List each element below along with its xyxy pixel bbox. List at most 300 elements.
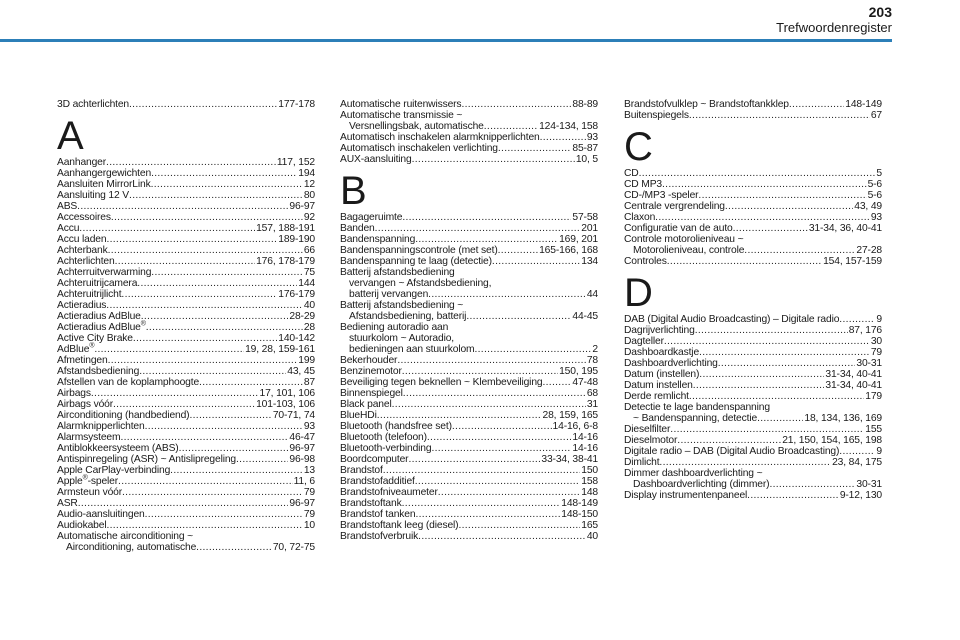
index-entry (340, 476, 598, 487)
dot-leader (106, 520, 302, 531)
entry-pages: 101-103, 106 (256, 399, 315, 410)
entry-term (340, 443, 431, 454)
entry-term (57, 377, 199, 388)
index-entry (624, 380, 882, 391)
dot-leader (179, 443, 289, 454)
entry-pages: 31-34, 36, 40-41 (808, 223, 882, 234)
entry-pages: 40 (586, 531, 598, 542)
trademark-mark: ® (89, 342, 95, 350)
index-entry (57, 168, 315, 179)
entry-term-text: Automatisch inschakelen verlichting (340, 143, 498, 154)
entry-term (57, 487, 122, 498)
section-letter: A (57, 114, 84, 158)
dot-leader (129, 190, 303, 201)
index-entry (57, 201, 315, 212)
entry-term-text: Brandstofverbruik (340, 531, 419, 542)
entry-term-text: Brandstofadditief (340, 476, 415, 487)
entry-term-text: Apple CarPlay-verbinding (57, 465, 171, 476)
dot-leader (458, 520, 580, 531)
dot-leader (415, 234, 558, 245)
index-entry (57, 498, 315, 509)
dot-leader (145, 421, 303, 432)
entry-pages: 31-34, 40-41 (825, 369, 882, 380)
entry-pages: 165 (581, 520, 598, 531)
dot-leader (662, 179, 867, 190)
header-rule (0, 39, 892, 42)
dot-leader (108, 245, 303, 256)
entry-term (349, 344, 474, 355)
entry-term-text: Dashboardkastje (624, 347, 700, 358)
dot-leader (146, 322, 303, 333)
index-entry (624, 358, 882, 369)
entry-term (57, 278, 137, 289)
entry-term-text: Dieselfilter (624, 424, 671, 435)
dot-leader (498, 245, 539, 256)
index-entry (340, 256, 598, 267)
index-entry (57, 344, 315, 355)
index-entry (624, 347, 882, 358)
entry-term-text: Aansluiten MirrorLink (57, 179, 151, 190)
entry-term (340, 143, 498, 154)
entry-pages: 44-45 (572, 311, 598, 322)
dot-leader (664, 336, 870, 347)
dot-leader (474, 344, 591, 355)
dot-leader (757, 413, 803, 424)
entry-term-text: bedieningen aan stuurkolom (349, 344, 475, 355)
index-entry (57, 399, 315, 410)
entry-pages: 79 (870, 347, 882, 358)
index-entry (57, 388, 315, 399)
index-entry (57, 454, 315, 465)
entry-term (57, 454, 236, 465)
index-entry (624, 424, 882, 435)
entry-term (57, 223, 79, 234)
index-entry (57, 245, 315, 256)
entry-term-text: Accu laden (57, 234, 107, 245)
dot-leader (498, 143, 572, 154)
index-entry (57, 311, 315, 322)
index-entry (57, 487, 315, 498)
entry-pages: 30-31 (856, 358, 882, 369)
entry-term-text: Bandenspanningscontrole (met set) (340, 245, 498, 256)
index-entry-line: Bediening autoradio aan (340, 322, 449, 333)
entry-term-suffix: -speler (87, 476, 119, 487)
index-entry (624, 336, 882, 347)
entry-pages: 117, 152 (276, 157, 315, 168)
index-entry (57, 509, 315, 520)
entry-term-text: Binnenspiegel (340, 388, 403, 399)
entry-term (340, 245, 498, 256)
index-entry (57, 410, 315, 421)
entry-term (633, 413, 757, 424)
entry-term-text: Buitenspiegels (624, 110, 689, 121)
entry-term (340, 154, 412, 165)
section-letter: D (624, 271, 653, 315)
dot-leader (120, 432, 288, 443)
dot-leader (461, 99, 571, 110)
index-entry (624, 99, 882, 110)
dot-leader (747, 490, 839, 501)
page-number: 203 (868, 4, 892, 20)
entry-term (624, 99, 789, 110)
entry-term-text: Brandstoftank (340, 498, 402, 509)
entry-term (340, 509, 415, 520)
entry-term-text: Aanhanger (57, 157, 107, 168)
entry-term-text: Versnellingsbak, automatische (349, 121, 484, 132)
index-entry (57, 443, 315, 454)
entry-term (57, 245, 108, 256)
entry-term (624, 314, 839, 325)
entry-term-text: Aansluiting 12 V (57, 190, 130, 201)
index-entry (624, 168, 882, 179)
entry-term (340, 234, 415, 245)
dot-leader (189, 410, 271, 421)
index-entry (624, 325, 882, 336)
dot-leader (428, 289, 586, 300)
entry-term (340, 366, 402, 377)
entry-term (624, 347, 699, 358)
dot-leader (79, 223, 255, 234)
dot-leader (412, 154, 575, 165)
entry-term-text: Aanhangergewichten (57, 168, 152, 179)
entry-term (624, 424, 670, 435)
index-column-3 (624, 99, 882, 501)
index-entry (340, 410, 598, 421)
entry-term-text: CD MP3 (624, 179, 663, 190)
index-entry (624, 256, 882, 267)
entry-pages: 87, 176 (848, 325, 882, 336)
index-entry (340, 465, 598, 476)
entry-pages: 5-6 (867, 179, 882, 190)
index-entry (57, 476, 315, 487)
index-entry (340, 212, 598, 223)
entry-pages: 144 (298, 278, 315, 289)
index-entry (624, 201, 882, 212)
entry-pages: 31-34, 40-41 (825, 380, 882, 391)
entry-pages: 14-16, 6-8 (552, 421, 598, 432)
entry-term-text: ABS (57, 201, 78, 212)
entry-pages: 43, 45 (287, 366, 315, 377)
entry-term (624, 212, 655, 223)
entry-term-text: Derde remlicht (624, 391, 689, 402)
dot-leader (540, 132, 586, 143)
entry-term (624, 446, 839, 457)
entry-term (624, 179, 662, 190)
entry-pages: 124-134, 158 (539, 121, 598, 132)
dot-leader (655, 212, 870, 223)
dot-leader (689, 110, 870, 121)
entry-pages: 165-166, 168 (539, 245, 598, 256)
index-entry (624, 110, 882, 121)
index-entry (624, 413, 882, 424)
entry-term (624, 325, 695, 336)
dot-leader (415, 509, 560, 520)
dot-leader (111, 212, 303, 223)
index-entry (57, 333, 315, 344)
entry-term (340, 476, 415, 487)
dot-leader (699, 369, 824, 380)
index-entry (624, 190, 882, 201)
page-title: Trefwoordenregister (776, 20, 892, 35)
entry-term-text: Automatische ruitenwissers (340, 99, 462, 110)
entry-pages: 18, 134, 136, 169 (804, 413, 882, 424)
index-entry (340, 234, 598, 245)
index-entry (340, 132, 598, 143)
entry-term-text: Datum instellen (624, 380, 693, 391)
entry-term-text: Afstandsbediening (57, 366, 140, 377)
entry-term-text: Antispinregeling (ASR) ~ Antislipregeling (57, 454, 237, 465)
index-entry (624, 314, 882, 325)
entry-term (340, 421, 452, 432)
entry-term (624, 490, 747, 501)
entry-term (57, 443, 179, 454)
entry-term (57, 432, 120, 443)
dot-leader (118, 476, 293, 487)
dot-leader (151, 168, 297, 179)
dot-leader (106, 300, 303, 311)
entry-term (57, 168, 151, 179)
entry-term (340, 377, 542, 388)
dot-leader (744, 245, 855, 256)
entry-term-text: Airconditioning, automatische (66, 542, 197, 553)
dot-leader (170, 465, 303, 476)
entry-pages: 2 (592, 344, 598, 355)
entry-term-text: BlueHDi (340, 410, 377, 421)
dot-leader (122, 487, 303, 498)
dot-leader (839, 446, 875, 457)
entry-term (340, 520, 458, 531)
entry-term (57, 410, 189, 421)
section-letter: B (340, 169, 367, 213)
entry-term-text: Active City Brake (57, 333, 133, 344)
entry-term (66, 542, 196, 553)
dot-leader (78, 498, 289, 509)
entry-term (633, 479, 769, 490)
entry-pages: 33-34, 38-41 (541, 454, 598, 465)
entry-pages: 169, 201 (559, 234, 598, 245)
entry-pages: 148-150 (561, 509, 598, 520)
entry-term-text: ~ Bandenspanning, detectie (633, 413, 758, 424)
entry-pages: 9-12, 130 (839, 490, 882, 501)
dot-leader (718, 358, 856, 369)
entry-pages: 199 (298, 355, 315, 366)
index-entry (340, 245, 598, 256)
entry-term-text: Brandstofniveaumeter (340, 487, 438, 498)
entry-term-text: Dashboardverlichting (624, 358, 718, 369)
entry-pages: 14-16 (572, 443, 598, 454)
dot-leader (121, 289, 277, 300)
entry-pages: 5-6 (867, 190, 882, 201)
entry-pages: 12 (303, 179, 315, 190)
dot-leader (375, 223, 581, 234)
entry-term-text: Bluetooth (telefoon) (340, 432, 427, 443)
trademark-mark: ® (82, 474, 88, 482)
entry-pages: 14-16 (572, 432, 598, 443)
entry-term (340, 498, 402, 509)
index-entry (340, 388, 598, 399)
dot-leader (677, 435, 781, 446)
entry-term (340, 531, 418, 542)
entry-pages: 28-29 (289, 311, 315, 322)
entry-pages: 70, 72-75 (272, 542, 315, 553)
entry-term-text: Actieradius AdBlue (57, 311, 141, 322)
index-entry (624, 479, 882, 490)
entry-term-text: Afstellen van de koplamphoogte (57, 377, 200, 388)
dot-leader (137, 278, 297, 289)
dot-leader (199, 377, 303, 388)
index-entry (340, 366, 598, 377)
index-entry-line: Detectie te lage bandenspanning (624, 402, 770, 413)
index-entry (624, 179, 882, 190)
dot-leader (408, 454, 540, 465)
entry-term (624, 380, 693, 391)
index-entry (340, 432, 598, 443)
entry-term-text: Brandstoftank leeg (diesel) (340, 520, 459, 531)
index-entry (624, 446, 882, 457)
index-entry-line: Controle motorolieniveau ~ (624, 234, 744, 245)
entry-pages: 93 (586, 132, 598, 143)
dot-leader (383, 465, 581, 476)
index-entry (340, 487, 598, 498)
entry-pages: 44 (586, 289, 598, 300)
entry-term-text: Achteruitrijcamera (57, 278, 138, 289)
entry-term (340, 410, 377, 421)
entry-term-text: Boordcomputer (340, 454, 409, 465)
entry-term-text: Digitale radio – DAB (Digital Audio Broadcasting) (624, 446, 840, 457)
entry-term-text: Airconditioning (handbediend) (57, 410, 190, 421)
index-entry (624, 369, 882, 380)
entry-term (624, 110, 689, 121)
entry-term (57, 465, 170, 476)
dot-leader (415, 476, 581, 487)
entry-pages: 19, 28, 159-161 (245, 344, 315, 355)
dot-leader (115, 256, 256, 267)
entry-pages: 9 (876, 446, 882, 457)
entry-term (624, 457, 659, 468)
index-entry (340, 121, 598, 132)
index-entry (57, 542, 315, 553)
index-entry (57, 300, 315, 311)
entry-pages: 194 (298, 168, 315, 179)
entry-term-text: Brandstof tanken (340, 509, 416, 520)
index-entry (57, 355, 315, 366)
index-entry (624, 490, 882, 501)
dot-leader (106, 234, 277, 245)
dot-leader (789, 99, 844, 110)
entry-term (624, 201, 725, 212)
entry-pages: 10, 5 (575, 154, 598, 165)
entry-term (57, 99, 129, 110)
entry-term (340, 487, 438, 498)
index-entry (57, 520, 315, 531)
index-entry-line: stuurkolom ~ Autoradio, (349, 333, 455, 344)
entry-term (624, 223, 733, 234)
dot-leader (693, 380, 825, 391)
dot-leader (427, 432, 572, 443)
entry-pages: 28 (303, 322, 315, 333)
entry-term-text: CD (624, 168, 639, 179)
entry-term (57, 157, 106, 168)
entry-pages: 155 (865, 424, 882, 435)
entry-pages: 40 (303, 300, 315, 311)
entry-term (57, 190, 129, 201)
entry-term (349, 289, 428, 300)
index-entry (624, 457, 882, 468)
entry-pages: 189-190 (278, 234, 315, 245)
entry-pages: 176-179 (278, 289, 315, 300)
entry-term (624, 369, 699, 380)
index-entry (340, 223, 598, 234)
dot-leader (151, 267, 303, 278)
index-entry (57, 366, 315, 377)
dot-leader (133, 333, 277, 344)
entry-pages: 23, 84, 175 (832, 457, 882, 468)
entry-term (624, 168, 639, 179)
entry-pages: 148-149 (845, 99, 882, 110)
entry-term-text: AUX-aansluiting (340, 154, 412, 165)
entry-term (57, 520, 106, 531)
entry-pages: 96-97 (289, 443, 315, 454)
entry-term (57, 399, 113, 410)
entry-term (57, 366, 139, 377)
entry-pages: 28, 159, 165 (542, 410, 598, 421)
dot-leader (452, 421, 552, 432)
entry-term (340, 465, 383, 476)
entry-term-text: Banden (340, 223, 375, 234)
entry-term (624, 391, 689, 402)
entry-pages: 176, 178-179 (256, 256, 315, 267)
entry-pages: 13 (303, 465, 315, 476)
dot-leader (145, 509, 303, 520)
entry-pages: 96-97 (289, 498, 315, 509)
entry-pages: 80 (303, 190, 315, 201)
entry-term (340, 399, 392, 410)
entry-pages: 21, 150, 154, 165, 198 (782, 435, 882, 446)
index-entry (57, 267, 315, 278)
entry-term-text: Alarmknipperlichten (57, 421, 145, 432)
entry-pages: 140-142 (278, 333, 315, 344)
entry-term-text: Actieradius (57, 300, 107, 311)
entry-term-text: Actieradius AdBlue (57, 322, 141, 333)
entry-term-text: Dagteller (624, 336, 664, 347)
entry-term-text: Black panel (340, 399, 392, 410)
dot-leader (670, 424, 864, 435)
index-entry (57, 322, 315, 333)
entry-term-text: Bluetooth-verbinding (340, 443, 432, 454)
index-entry (340, 355, 598, 366)
entry-term (340, 132, 540, 143)
entry-term (340, 256, 492, 267)
entry-term (624, 435, 677, 446)
index-entry (57, 421, 315, 432)
dot-leader (77, 201, 288, 212)
dot-leader (108, 355, 298, 366)
dot-leader (402, 498, 561, 509)
entry-pages: 148 (581, 487, 598, 498)
entry-pages: 154, 157-159 (823, 256, 882, 267)
entry-term-text: Airbags (57, 388, 91, 399)
entry-term-text: Dieselmotor (624, 435, 678, 446)
entry-term (57, 267, 151, 278)
entry-term (57, 179, 151, 190)
entry-pages: 157, 188-191 (256, 223, 315, 234)
index-entry (624, 391, 882, 402)
index-entry (624, 245, 882, 256)
entry-term-text: Dimlicht (624, 457, 660, 468)
entry-term-text: 3D achterlichten (57, 99, 130, 110)
entry-term-text: Dagrijverlichting (624, 325, 695, 336)
index-column-1 (57, 99, 315, 553)
